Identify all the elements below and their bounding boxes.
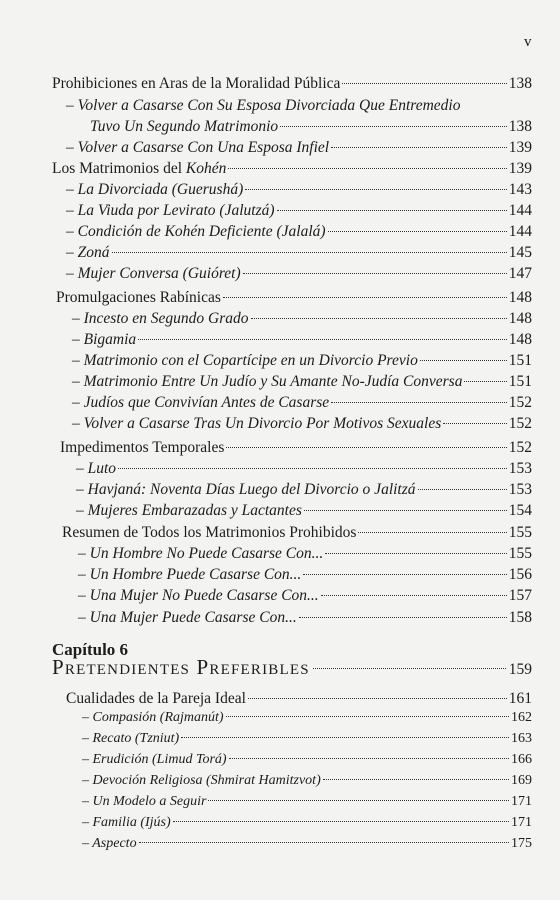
toc-entry-label: Promulgaciones Rabínicas xyxy=(56,289,221,306)
toc-page-number: 171 xyxy=(511,794,532,809)
toc-row[interactable] xyxy=(66,244,532,262)
toc-row[interactable] xyxy=(78,609,532,627)
dot-leader xyxy=(243,273,507,274)
toc-row[interactable] xyxy=(66,139,532,157)
dot-leader xyxy=(277,210,507,211)
dot-leader xyxy=(358,532,506,533)
toc-row[interactable] xyxy=(52,160,532,178)
dot-leader xyxy=(418,489,507,490)
toc-entry-label: – Matrimonio Entre Un Judío y Su Amante No-Judía Conversa xyxy=(72,373,463,390)
toc-page-number: 155 xyxy=(508,524,532,541)
toc-page-number: 148 xyxy=(508,331,532,348)
toc-entry-label: – Devoción Religiosa (Shmirat Hamitzvot) xyxy=(82,773,321,788)
dot-leader xyxy=(323,779,509,780)
chapter-label: Capítulo 6 xyxy=(52,640,129,659)
toc-page-number: 171 xyxy=(511,815,532,830)
toc-page-number: 162 xyxy=(511,710,532,725)
dot-leader xyxy=(331,147,507,148)
toc-entry-label: – Una Mujer Puede Casarse Con... xyxy=(78,609,297,626)
dot-leader xyxy=(303,574,506,575)
toc-row[interactable] xyxy=(60,439,532,457)
toc-row[interactable] xyxy=(66,202,532,220)
toc-entry-label: – Judíos que Convivían Antes de Casarse xyxy=(72,394,330,411)
toc-row[interactable] xyxy=(76,502,532,520)
dot-leader xyxy=(112,252,507,253)
toc-page-number: 152 xyxy=(508,439,532,456)
dot-leader xyxy=(138,339,507,340)
toc-row[interactable] xyxy=(82,794,532,810)
toc-entry-label: Resumen de Todos los Matrimonios Prohibidos xyxy=(62,524,357,541)
toc-entry-label: – Matrimonio con el Copartícipe en un Divorcio Previo xyxy=(72,352,418,369)
dot-leader xyxy=(304,510,507,511)
dot-leader xyxy=(420,360,507,361)
toc-page-number: 153 xyxy=(508,460,532,477)
toc-row[interactable] xyxy=(56,289,532,307)
dot-leader xyxy=(251,318,507,319)
toc-row[interactable] xyxy=(52,75,532,93)
dot-leader xyxy=(173,821,509,822)
toc-page-number: 155 xyxy=(508,545,532,562)
toc-row[interactable] xyxy=(62,524,532,542)
toc-entry-label: – Volver a Casarse Con Una Esposa Infiel xyxy=(66,139,330,156)
toc-entry-label: – Volver a Casarse Con Su Esposa Divorciada Que Entremedio xyxy=(66,97,461,114)
toc-page-number: 156 xyxy=(508,566,532,583)
toc-page-number: 139 xyxy=(508,160,532,177)
toc-row[interactable] xyxy=(90,118,532,136)
toc-entry-label: – Condición de Kohén Deficiente (Jalalá) xyxy=(66,223,326,240)
toc-row[interactable] xyxy=(78,587,532,605)
toc-row[interactable] xyxy=(72,331,532,349)
dot-leader xyxy=(325,553,506,554)
toc-entry-label: – Incesto en Segundo Grado xyxy=(72,310,249,327)
dot-leader xyxy=(208,800,509,801)
toc-row[interactable] xyxy=(78,545,532,563)
dot-leader xyxy=(280,126,507,127)
toc-row[interactable] xyxy=(78,566,532,584)
toc-page-number: 138 xyxy=(508,118,532,135)
toc-page-number: 169 xyxy=(511,773,532,788)
toc-entry-label: – Recato (Tzniut) xyxy=(82,731,180,746)
toc-entry-label: – Aspecto xyxy=(82,836,137,851)
toc-entry-label: – Havjaná: Noventa Días Luego del Divorcio o Jalitzá xyxy=(76,481,416,498)
toc-page-number: 151 xyxy=(508,352,532,369)
toc-page-number: 154 xyxy=(508,502,532,519)
toc-entry-label: – Bigamia xyxy=(72,331,137,348)
toc-page-number: 144 xyxy=(508,202,532,219)
toc-row[interactable] xyxy=(76,460,532,478)
dot-leader xyxy=(228,168,506,169)
toc-page-number: 159 xyxy=(508,661,532,678)
dot-leader xyxy=(226,716,509,717)
toc-entry-label: – La Divorciada (Guerushá) xyxy=(66,181,244,198)
dot-leader xyxy=(443,423,507,424)
toc-page-number: 175 xyxy=(511,836,532,851)
dot-leader xyxy=(223,297,507,298)
dot-leader xyxy=(181,737,509,738)
dot-leader xyxy=(118,468,507,469)
toc-entry-label: – Mujer Conversa (Guióret) xyxy=(66,265,241,282)
dot-leader xyxy=(313,668,506,669)
toc-row[interactable] xyxy=(72,373,532,391)
dot-leader xyxy=(229,758,509,759)
toc-page-number: 148 xyxy=(508,289,532,306)
toc-entry-label: Prohibiciones en Aras de la Moralidad Pública xyxy=(52,75,341,92)
toc-page-number: 157 xyxy=(508,587,532,604)
toc-page-number: 166 xyxy=(511,752,532,767)
toc-row[interactable] xyxy=(82,710,532,726)
toc-entry-label: – Zoná xyxy=(66,244,110,261)
chapter-title: Pretendientes Preferibles xyxy=(52,655,310,679)
toc-entry-label: – Un Modelo a Seguir xyxy=(82,794,207,809)
toc-row[interactable] xyxy=(82,815,532,831)
toc-entry-label: – La Viuda por Levirato (Jalutzá) xyxy=(66,202,275,219)
toc-page-number: 163 xyxy=(511,731,532,746)
toc-row[interactable] xyxy=(82,752,532,768)
toc-page-number: 151 xyxy=(508,373,532,390)
toc-entry-label: Cualidades de la Pareja Ideal xyxy=(66,690,246,707)
toc-entry-label: – Familia (Ijús) xyxy=(82,815,171,830)
toc-page-number: 147 xyxy=(508,265,532,282)
toc-page-number: 145 xyxy=(508,244,532,261)
toc-page-number: 138 xyxy=(508,75,532,92)
toc-page-number: 143 xyxy=(508,181,532,198)
toc-entry-label: – Mujeres Embarazadas y Lactantes xyxy=(76,502,302,519)
toc-page-number: 139 xyxy=(508,139,532,156)
toc-row[interactable] xyxy=(66,690,532,708)
toc-row[interactable] xyxy=(66,223,532,241)
toc-page-number: 152 xyxy=(508,415,532,432)
toc-entry-label: – Compasión (Rajmanút) xyxy=(82,710,224,725)
toc-page-number: 158 xyxy=(508,609,532,626)
chapter-title-row[interactable] xyxy=(52,655,532,680)
toc-row[interactable] xyxy=(72,394,532,412)
toc-entry-label: – Un Hombre No Puede Casarse Con... xyxy=(78,545,324,562)
toc-page-number: 148 xyxy=(508,310,532,327)
toc-row[interactable] xyxy=(66,181,532,199)
page-number: v xyxy=(524,34,532,50)
toc-entry-label: Los Matrimonios del Kohén xyxy=(52,160,227,177)
dot-leader xyxy=(342,83,506,84)
toc-page-number: 152 xyxy=(508,394,532,411)
toc-row[interactable] xyxy=(72,310,532,328)
dot-leader xyxy=(328,231,507,232)
toc-row[interactable] xyxy=(72,415,532,433)
toc-row[interactable] xyxy=(66,265,532,283)
dot-leader xyxy=(331,402,507,403)
toc-entry-label: – Erudición (Limud Torá) xyxy=(82,752,227,767)
toc-row[interactable] xyxy=(82,773,532,789)
toc-entry-label: – Luto xyxy=(76,460,117,477)
dot-leader xyxy=(226,447,506,448)
dot-leader xyxy=(245,189,507,190)
toc-row[interactable] xyxy=(82,731,532,747)
toc-row[interactable] xyxy=(72,352,532,370)
dot-leader xyxy=(464,381,506,382)
toc-entry-label-cont: Tuvo Un Segundo Matrimonio xyxy=(90,118,279,135)
toc-entry-label: – Volver a Casarse Tras Un Divorcio Por Motivos Sexuales xyxy=(72,415,442,432)
toc-entry-label: – Un Hombre Puede Casarse Con... xyxy=(78,566,302,583)
toc-entry-label: – Una Mujer No Puede Casarse Con... xyxy=(78,587,319,604)
dot-leader xyxy=(321,595,507,596)
toc-page-number: 153 xyxy=(508,481,532,498)
toc-row[interactable] xyxy=(82,836,532,852)
dot-leader xyxy=(248,698,507,699)
toc-row[interactable] xyxy=(76,481,532,499)
toc-page-number: 144 xyxy=(508,223,532,240)
toc-row[interactable] xyxy=(66,97,461,115)
dot-leader xyxy=(299,617,507,618)
toc-entry-label: Impedimentos Temporales xyxy=(60,439,225,456)
toc-page-number: 161 xyxy=(508,690,532,707)
dot-leader xyxy=(139,842,509,843)
